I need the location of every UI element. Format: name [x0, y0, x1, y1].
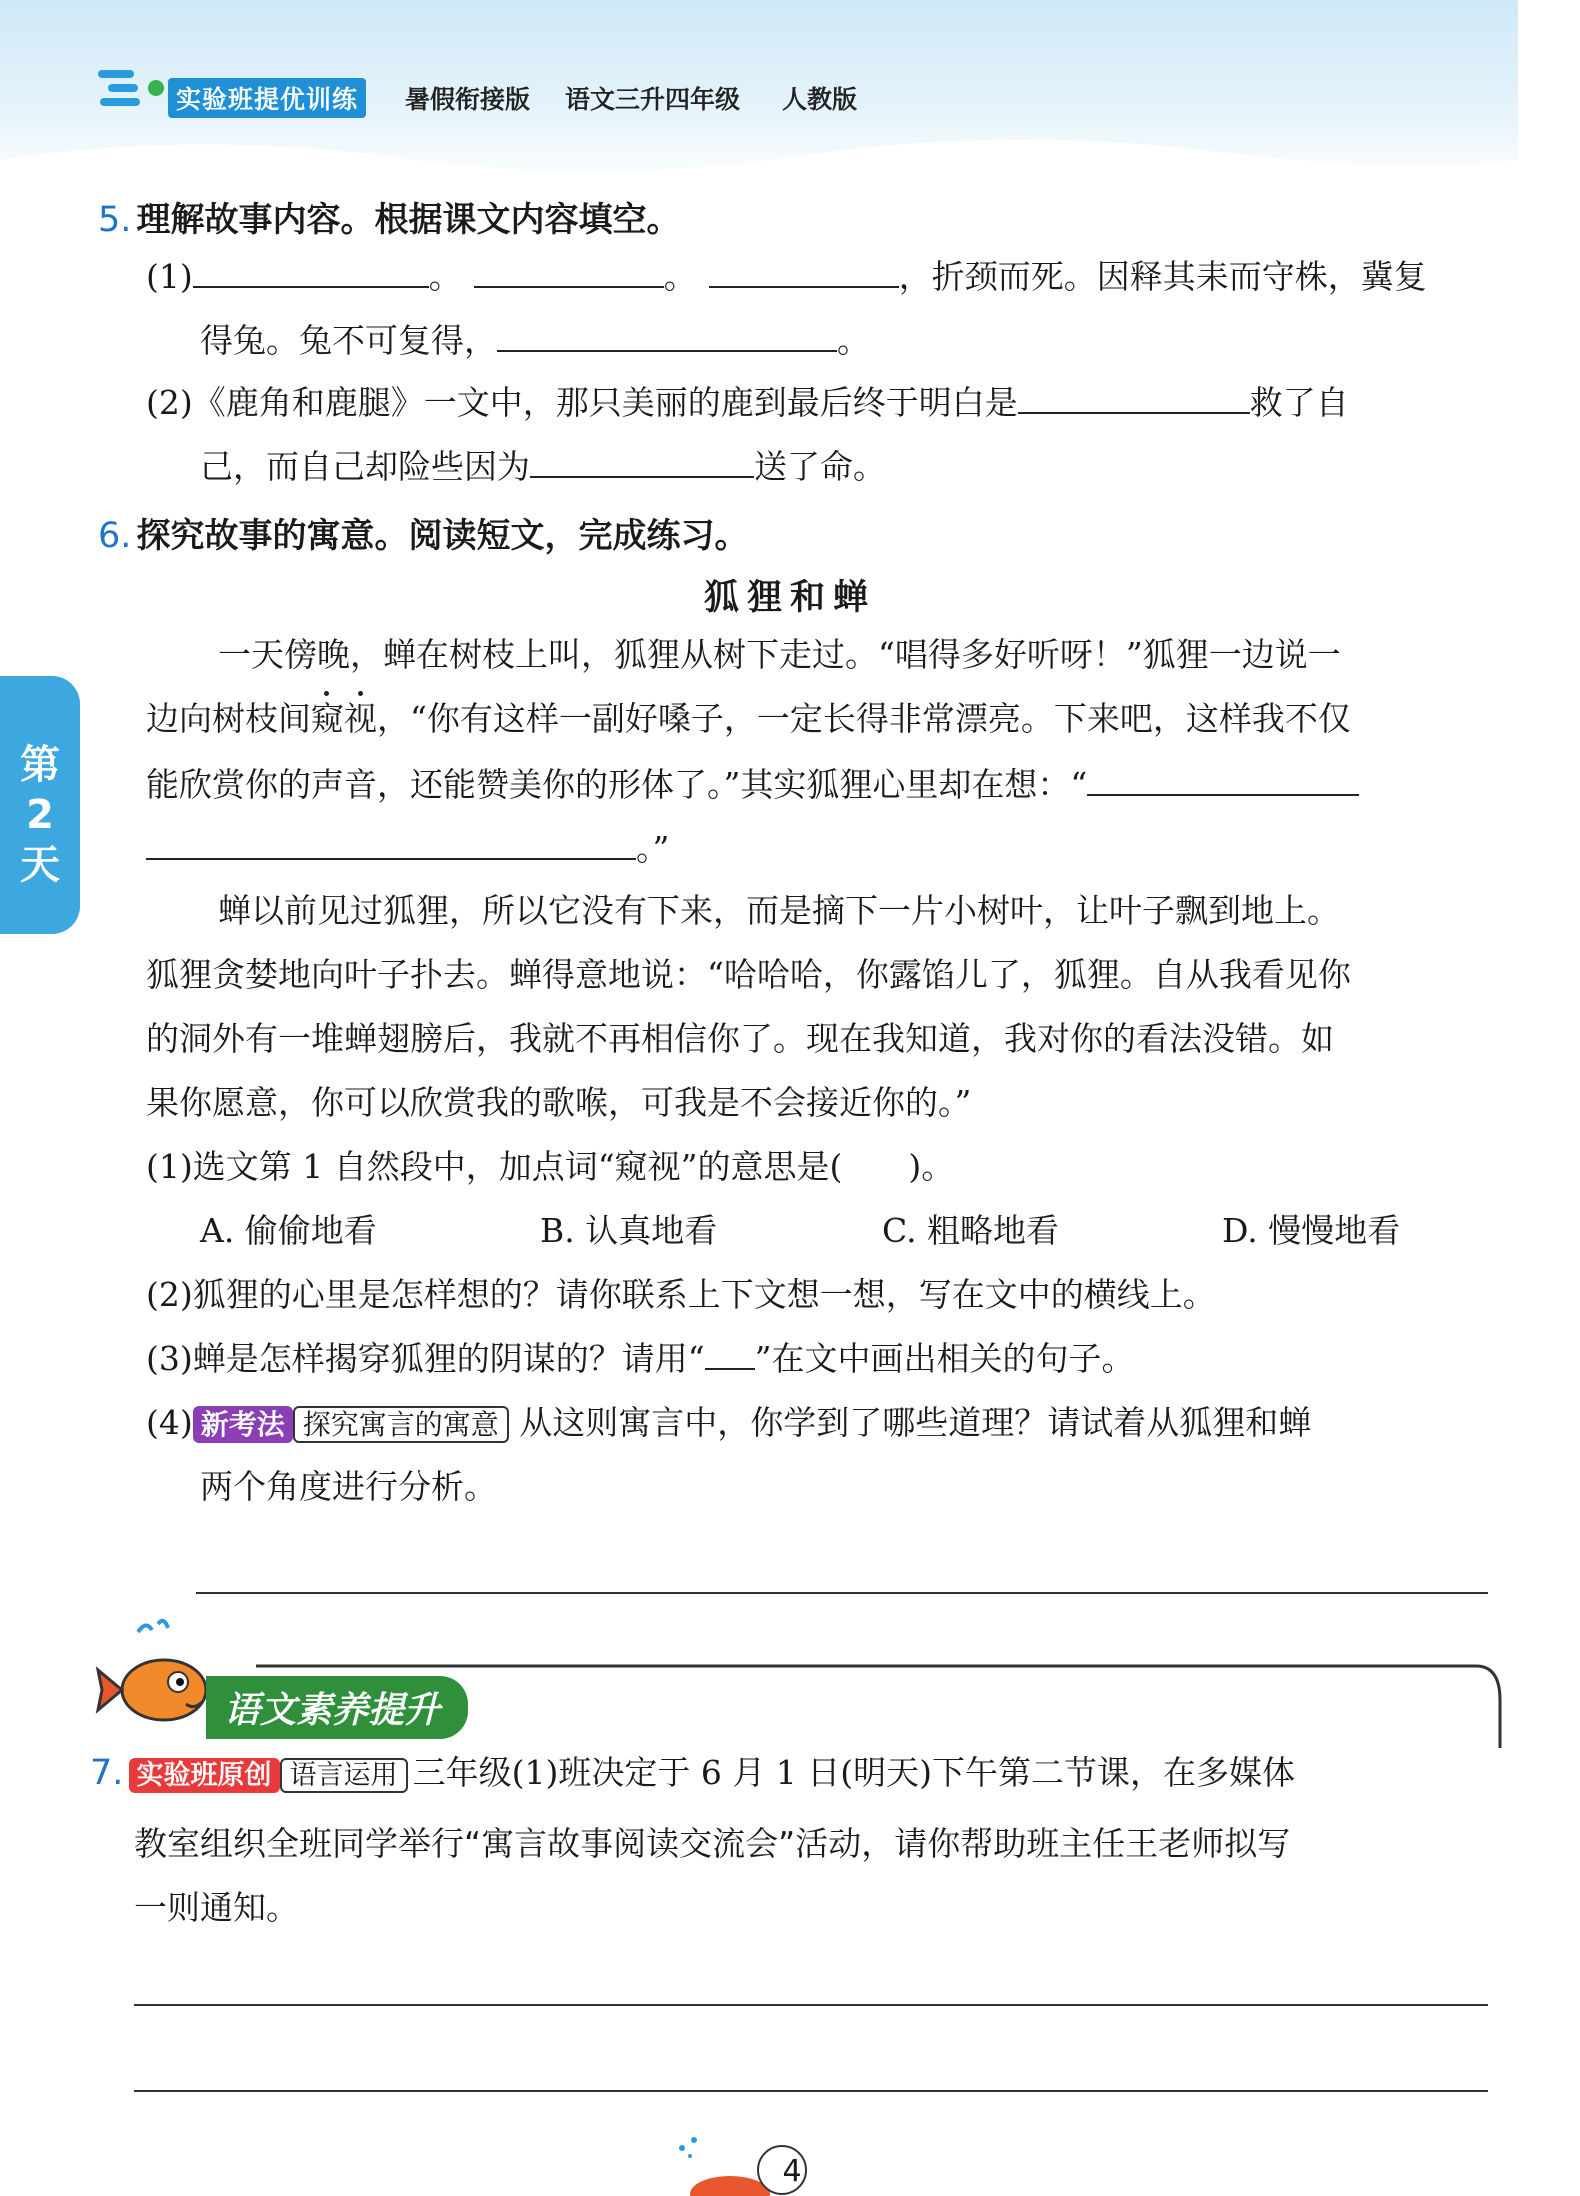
part-text: (2)《鹿角和鹿腿》一文中，那只美丽的鹿到最后终于明白是 — [146, 383, 1018, 422]
new-method-badge: 新考法 — [193, 1406, 293, 1443]
dotted-word — [311, 699, 377, 738]
fish-mascot-icon — [94, 1618, 224, 1738]
answer-line[interactable] — [134, 2004, 1488, 2006]
sub-question-1: (1)选文第 1 自然段中，加点词“窥视”的意思是( )。 — [146, 1147, 955, 1186]
story-title: 狐狸和蝉 — [703, 578, 876, 618]
logo-icon — [98, 66, 168, 112]
sub-question-text: ”在文中画出相关的句子。 — [754, 1339, 1135, 1378]
brand-title: 实验班提优训练 — [168, 78, 366, 118]
page-number: 4 — [782, 2154, 802, 2189]
story-text: 边向树枝间 — [146, 699, 311, 738]
part-text: 救了自 — [1249, 383, 1349, 422]
q5-part1-line1 — [146, 254, 1427, 298]
section-title: 语文素养提升 — [206, 1676, 468, 1739]
sub-question-text: 两个角度进行分析。 — [200, 1467, 497, 1506]
answer-blank[interactable] — [709, 254, 899, 288]
question-number: 7. — [90, 1753, 124, 1793]
subject-label: 语文三升四年级 — [565, 85, 741, 114]
question-6-heading — [98, 508, 749, 557]
question-7-line1 — [90, 1752, 1295, 1794]
option-d[interactable]: D. 慢慢地看 — [1222, 1211, 1401, 1250]
question-5-heading — [98, 192, 681, 241]
story-text-line: 的洞外有一堆蝉翅膀后，我就不再相信你了。现在我知道，我对你的看法没错。如 — [146, 1019, 1334, 1058]
part-label: (4) — [146, 1403, 193, 1442]
part-text: ，折颈而死。因释其耒而守株，冀复 — [898, 257, 1427, 296]
answer-blank[interactable] — [474, 254, 664, 288]
question-number: 5. — [98, 200, 132, 240]
answer-blank[interactable] — [530, 444, 754, 478]
dotted-word-text: 窥视 — [311, 699, 377, 738]
side-tab-line1: 第 — [20, 742, 60, 788]
q5-part1-line2 — [200, 318, 870, 362]
topic-tag: 探究寓言的寓意 — [293, 1406, 509, 1443]
part-text: 送了命。 — [754, 447, 886, 486]
story-text-line — [146, 762, 1359, 806]
part-text: 己，而自己却险些因为 — [200, 447, 530, 486]
answer-blank[interactable] — [1018, 380, 1250, 414]
sub-question-2: (2)狐狸的心里是怎样想的？请你联系上下文想一想，写在文中的横线上。 — [146, 1275, 1216, 1314]
sub-question-4 — [146, 1402, 1311, 1446]
emphasis-dot — [358, 691, 363, 696]
side-tab-line2: 2 — [26, 792, 54, 838]
punctuation: 。” — [636, 829, 670, 868]
question-title: 探究故事的寓意。阅读短文，完成练习。 — [136, 516, 749, 556]
question-number: 6. — [98, 516, 132, 556]
header-wave-decoration — [0, 120, 1518, 200]
option-c[interactable]: C. 粗略地看 — [882, 1211, 1060, 1250]
story-text-line: 蝉以前见过狐狸，所以它没有下来，而是摘下一片小树叶，让叶子飘到地上。 — [218, 891, 1340, 930]
punctuation: 。 — [428, 257, 462, 296]
story-text: 能欣赏你的声音，还能赞美你的形体了。”其实狐狸心里却在想：“ — [146, 765, 1088, 804]
day-side-tab — [0, 676, 80, 934]
underline-sample — [705, 1344, 755, 1370]
answer-line[interactable] — [134, 2090, 1488, 2092]
story-text-line: 一天傍晚，蝉在树枝上叫，狐狸从树下走过。“唱得多好听呀！”狐狸一边说一 — [218, 635, 1341, 674]
punctuation: 。 — [663, 257, 697, 296]
part-label: (1) — [146, 257, 193, 296]
publisher-label: 人教版 — [782, 85, 858, 114]
story-text-line — [146, 826, 669, 870]
answer-blank[interactable] — [1087, 762, 1359, 796]
q5-part2-line1 — [146, 380, 1349, 424]
option-b[interactable]: B. 认真地看 — [540, 1211, 718, 1250]
story-text-line: 狐狸贪婪地向叶子扑去。蝉得意地说：“哈哈哈，你露馅儿了，狐狸。自从我看见你 — [146, 955, 1351, 994]
sub-question-text: 从这则寓言中，你学到了哪些道理？请试着从狐狸和蝉 — [519, 1403, 1312, 1442]
answer-blank[interactable] — [497, 318, 837, 352]
story-text-line: 果你愿意，你可以欣赏我的歌喉，可我是不会接近你的。” — [146, 1083, 972, 1122]
edition-label: 暑假衔接版 — [405, 85, 531, 114]
emphasis-dot — [324, 691, 329, 696]
answer-line[interactable] — [196, 1592, 1488, 1594]
question-text: 三年级(1)班决定于 6 月 1 日(明天)下午第二节课，在多媒体 — [412, 1753, 1296, 1792]
skill-tag: 语言运用 — [280, 1758, 408, 1793]
sub-question-text: (3)蝉是怎样揭穿狐狸的阴谋的？请用“ — [146, 1339, 705, 1378]
q5-part2-line2 — [200, 444, 886, 488]
question-title: 理解故事内容。根据课文内容填空。 — [136, 200, 681, 240]
question-text-line: 教室组织全班同学举行“寓言故事阅读交流会”活动，请你帮助班主任王老师拟写 — [134, 1824, 1291, 1863]
sub-question-3 — [146, 1338, 1135, 1380]
story-text: ，“你有这样一副好嗓子，一定长得非常漂亮。下来吧，这样我不仅 — [377, 699, 1351, 738]
original-badge: 实验班原创 — [129, 1758, 280, 1793]
option-a[interactable]: A. 偷偷地看 — [200, 1211, 377, 1250]
question-text-line: 一则通知。 — [134, 1888, 299, 1927]
answer-blank[interactable] — [193, 254, 429, 288]
answer-blank[interactable] — [146, 826, 636, 860]
part-text: 得兔。兔不可复得， — [200, 321, 497, 360]
punctuation: 。 — [837, 321, 870, 360]
side-tab-line3: 天 — [20, 842, 60, 888]
story-text-line — [146, 698, 1351, 740]
